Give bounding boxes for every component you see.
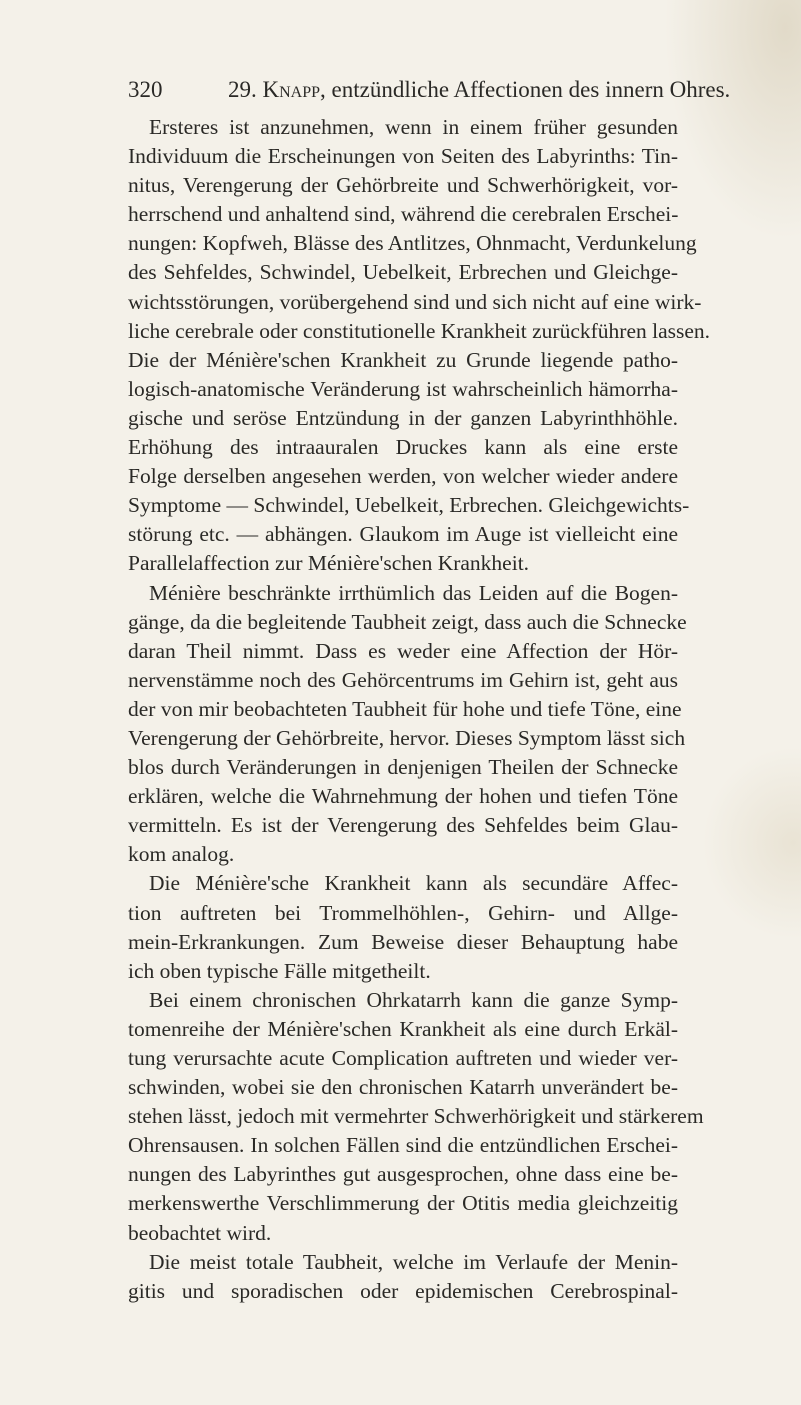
text-line: Symptome — Schwindel, Uebelkeit, Erbrechen. Gleichgewichts- — [128, 493, 690, 518]
text-line: nervenstämme noch des Gehörcentrums im Gehirn ist, geht aus — [128, 667, 678, 692]
text-line: Ersteres ist anzunehmen, wenn in einem früher gesunden — [149, 115, 678, 139]
text-line: Ohrensausen. In solchen Fällen sind die entzündlichen Erschei- — [128, 1133, 678, 1158]
text-line: liche cerebrale oder constitutionelle Krankheit zurückführen lassen. — [128, 318, 711, 343]
text-line: Die Ménière'sche Krankheit kann als secundäre Affec- — [149, 871, 678, 896]
text-line: Erhöhung des intraauralen Druckes kann als eine erste — [128, 435, 678, 460]
text-line: des Sehfeldes, Schwindel, Uebelkeit, Erbrechen und Gleichge- — [128, 260, 678, 285]
body-text — [128, 113, 711, 1306]
text-line: mein-Erkrankungen. Zum Beweise dieser Behauptung habe — [128, 929, 678, 954]
text-line: kom analog. — [128, 842, 235, 867]
text-line: Ménière beschränkte irrthümlich das Leiden auf die Bogen- — [149, 580, 678, 605]
text-line: gische und seröse Entzündung in der ganzen Labyrinthhöhle. — [128, 405, 678, 430]
text-line: ich oben typische Fälle mitgetheilt. — [128, 958, 431, 983]
text-line: wichtsstörungen, vorübergehend sind und sich nicht auf eine wirk- — [128, 289, 702, 314]
chapter-title: entzündliche Affectionen des innern Ohres. — [331, 77, 731, 102]
text-line: nitus, Verengerung der Gehörbreite und Schwerhörigkeit, vor- — [128, 173, 678, 198]
text-line: Folge derselben angesehen werden, von welcher wieder andere — [128, 464, 678, 489]
text-line: gitis und sporadischen oder epidemischen Cerebrospinal- — [128, 1278, 678, 1303]
text-line: merkenswerthe Verschlimmerung der Otitis media gleichzeitig — [128, 1191, 678, 1216]
text-line: Individuum die Erscheinungen von Seiten des Labyrinths: Tin- — [128, 144, 678, 169]
text-line: tomenreihe der Ménière'schen Krankheit als eine durch Erkäl- — [128, 1016, 678, 1041]
text-line: nungen: Kopfweh, Blässe des Antlitzes, Ohnmacht, Verdunkelung — [128, 231, 697, 256]
text-line: Die meist totale Taubheit, welche im Verlaufe der Menin- — [149, 1249, 678, 1274]
text-line: herrschend und anhaltend sind, während die cerebralen Erschei- — [128, 202, 679, 227]
page-number: 320 — [128, 77, 163, 102]
text-line: vermitteln. Es ist der Verengerung des Sehfeldes beim Glau- — [128, 813, 678, 838]
text-line: stehen lässt, jedoch mit vermehrter Schwerhörigkeit und stärkerem — [128, 1104, 704, 1129]
text-line: tung verursachte acute Complication auftreten und wieder ver- — [128, 1046, 678, 1070]
chapter-number: 29. — [228, 77, 257, 102]
text-line: tion auftreten bei Trommelhöhlen-, Gehirn- und Allge- — [128, 900, 678, 925]
text-line: beobachtet wird. — [128, 1220, 272, 1245]
text-line: Verengerung der Gehörbreite, hervor. Dieses Symptom lässt sich — [128, 725, 686, 750]
text-line: Parallelaffection zur Ménière'schen Krankheit. — [128, 551, 530, 576]
author-name: Knapp, — [262, 77, 326, 102]
text-line: nungen des Labyrinthes gut ausgesprochen, ohne dass eine be- — [128, 1162, 678, 1187]
text-line: Bei einem chronischen Ohrkatarrh kann die ganze Symp- — [149, 987, 678, 1012]
text-line: störung etc. — abhängen. Glaukom im Auge ist vielleicht eine — [128, 522, 678, 547]
text-line: daran Theil nimmt. Dass es weder eine Affection der Hör- — [128, 638, 678, 663]
text-line: gänge, da die begleitende Taubheit zeigt, dass auch die Schnecke — [128, 609, 687, 634]
text-line: Die der Ménière'schen Krankheit zu Grunde liegende patho- — [128, 347, 678, 372]
text-line: der von mir beobachteten Taubheit für hohe und tiefe Töne, eine — [128, 696, 682, 721]
running-header — [128, 77, 731, 107]
text-line: blos durch Veränderungen in denjenigen Theilen der Schnecke — [128, 755, 678, 780]
running-title — [228, 77, 730, 103]
text-line: logisch-anatomische Veränderung ist wahrscheinlich hämorrha- — [128, 376, 678, 401]
text-line: erklären, welche die Wahrnehmung der hohen und tiefen Töne — [128, 784, 678, 809]
text-line: schwinden, wobei sie den chronischen Katarrh unverändert be- — [128, 1075, 678, 1100]
